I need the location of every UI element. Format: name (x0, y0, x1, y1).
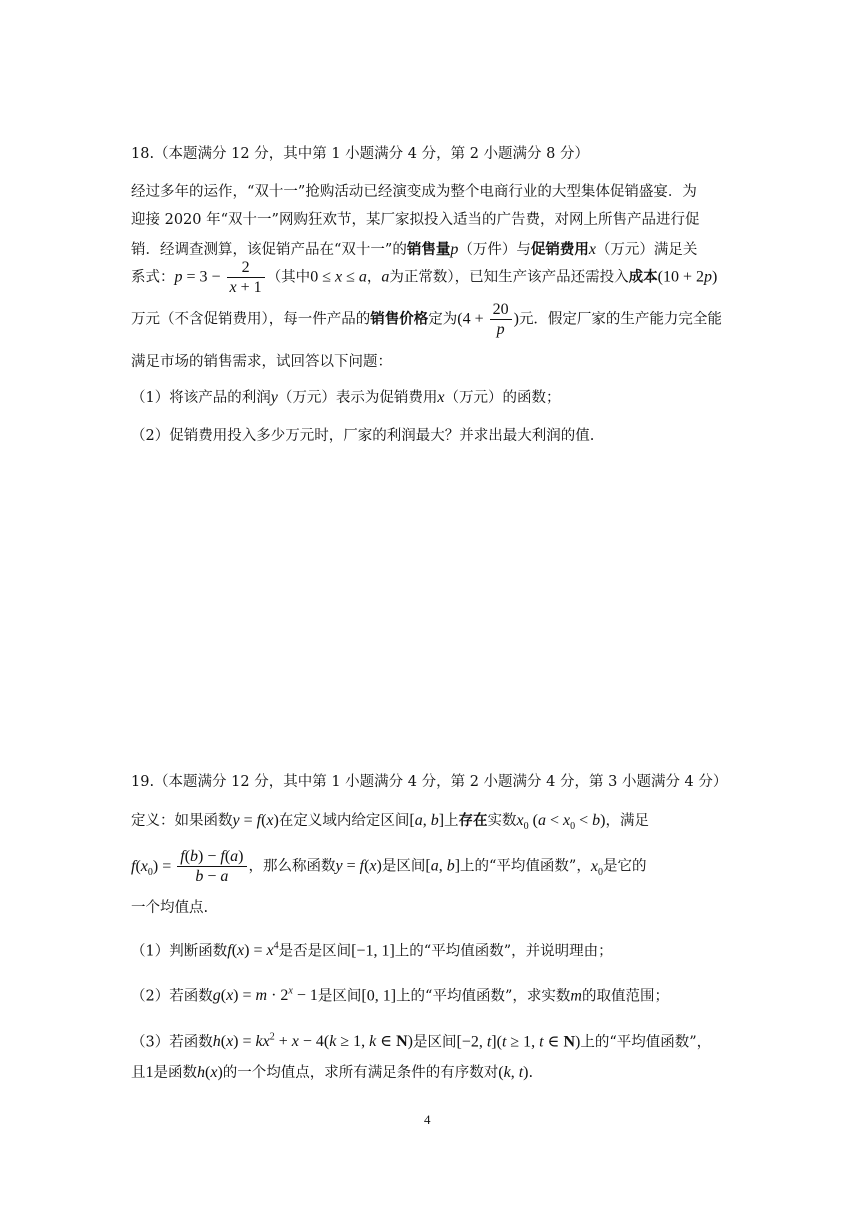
q19-line-1: 定义：如果函数y = f(x)在定义域内给定区间[a, b]上存在实数$x_0$ $(a < x_0 < b)$，满足 (131, 812, 649, 833)
q18-line-5: 万元（不含促销费用），每一件产品的销售价格定为(4 + $\frac{20}{p}$ )元．假定厂家的生产能力完全能 (131, 301, 722, 339)
q19-header: 19.（本题满分 12 分，其中第 1 小题满分 4 分，第 2 小题满分 4 分，第 3 小题满分 4 分） (131, 774, 728, 790)
q19-sub-3-cont: 且1是函数h(x)的一个均值点，求所有满足条件的有序数对(k, t). (131, 1064, 534, 1081)
q18-sub-1: （1）将该产品的利润y（万元）表示为促销费用x（万元）的函数； (131, 389, 561, 406)
q18-sub-2: （2）促销费用投入多少万元时，厂家的利润最大？并求出最大利润的值. (131, 428, 595, 444)
q19-line-2: $f(x_0)$ = $\frac{f(b) - f(a)}{b - a}$ ，那么称函数y = f(x)是区间[a, b]上的“平均值函数”，$x_0$是它的 (131, 848, 647, 886)
q19-line-3: 一个均值点. (131, 900, 209, 916)
q19-sub-3: （3）若函数$h(x) = kx^2 + x - 4(k \ge 1$, k ∈ N)是区间[−2, t](t ≥ 1, t ∈ N)上的“平均值函数”， (131, 1032, 712, 1051)
page-number: 4 (424, 1112, 431, 1127)
q18-line-4: 系式：p = 3 − $\frac{2}{x + 1}$ （其中0 ≤ x ≤ a，a为正常数），已知生产该产品还需投入成本(10 + 2p) (131, 259, 718, 297)
q18-line-2: 迎接 2020 年“双十一”网购狂欢节，某厂家拟投入适当的广告费，对网上所售产品进行促 (131, 212, 700, 228)
q18-line-1: 经过多年的运作，“双十一”抢购活动已经演变成为整个电商行业的大型集体促销盛宴．为 (131, 184, 697, 200)
q19-sub-1: （1）判断函数$f(x) = x^4$是否是区间[−1, 1]上的“平均值函数”，并说明理由； (131, 941, 613, 960)
q19-sub-2: （2）若函数$g(x) = m \cdot 2^x - 1$是区间[0, 1]上的“平均值函数”，求实数m的取值范围； (131, 986, 669, 1005)
q18-line-6: 满足市场的销售需求，试回答以下问题： (131, 354, 392, 370)
q18-header: 18.（本题满分 12 分，其中第 1 小题满分 4 分，第 2 小题满分 8 分） (131, 146, 590, 162)
q18-line-3: 销．经调查测算，该促销产品在“双十一”的销售量p（万件）与促销费用x（万元）满足关 (131, 241, 698, 258)
